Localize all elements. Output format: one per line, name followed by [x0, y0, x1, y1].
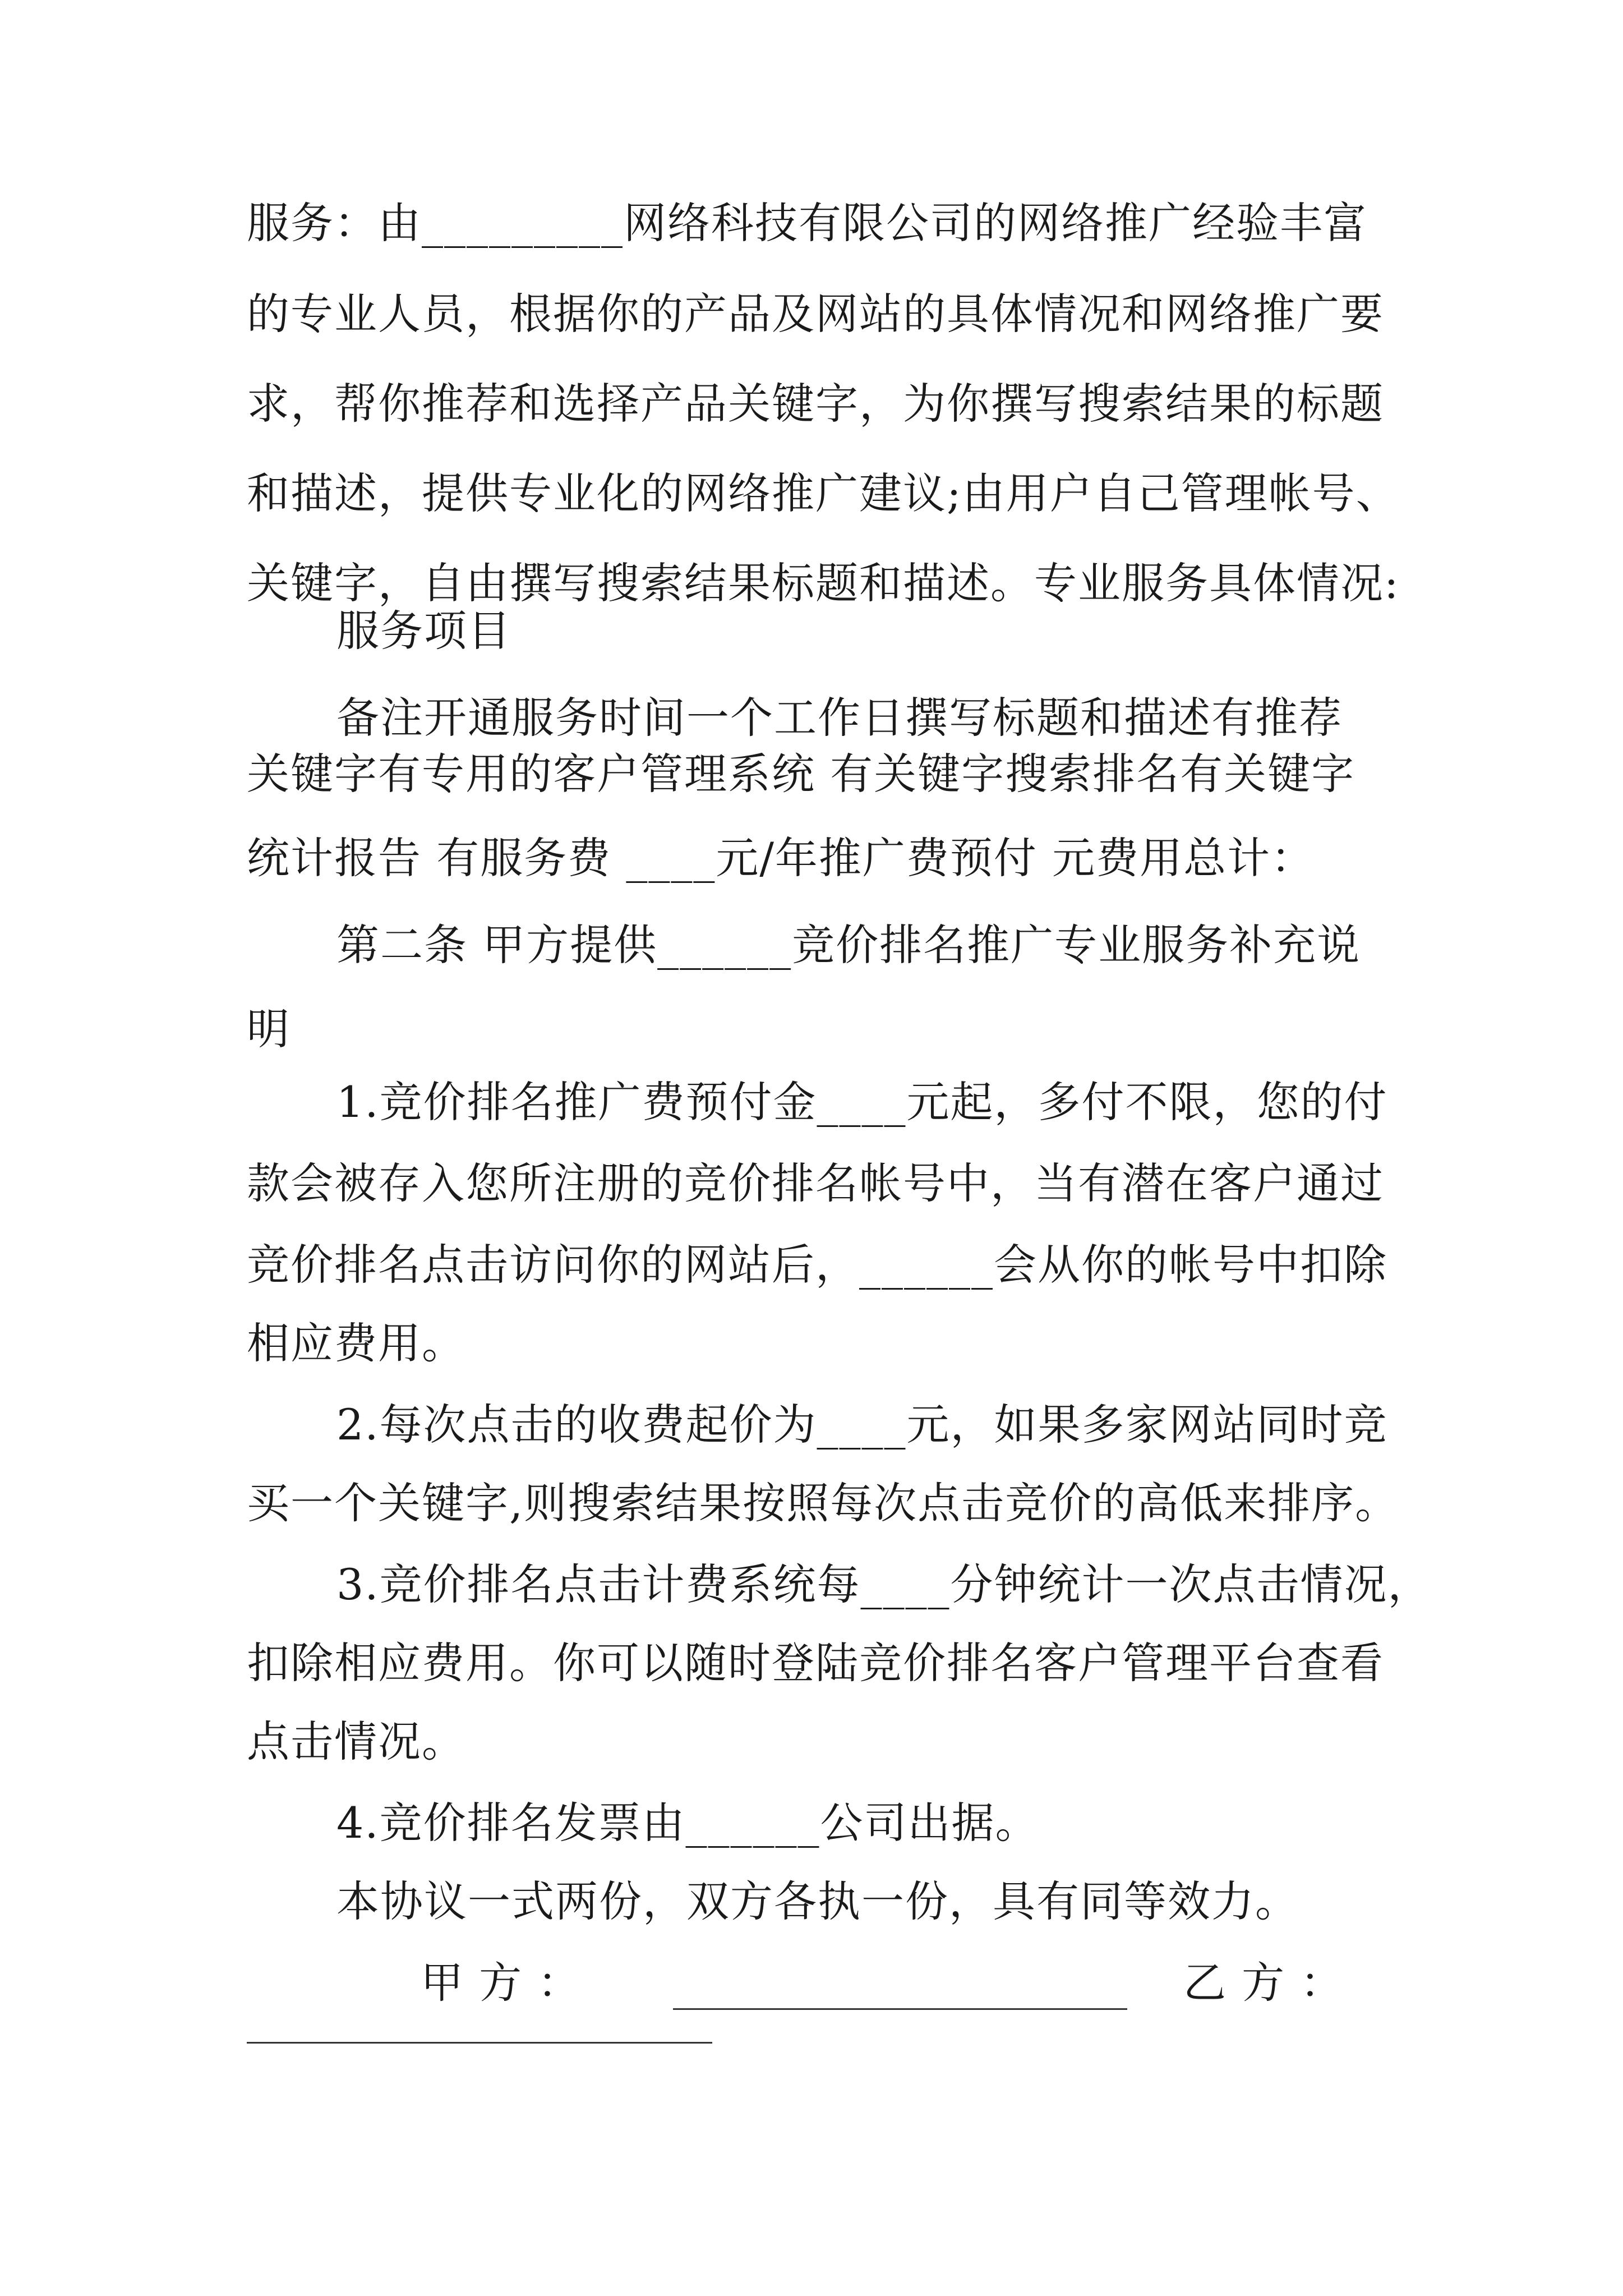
paragraph-line: 求，帮你推荐和选择产品关键字，为你撰写搜索结果的标题 — [247, 379, 1384, 429]
numbered-item: 1.竞价排名推广费预付金____元起，多付不限，您的付 — [336, 1077, 1388, 1127]
party-a-signature-line — [673, 2008, 1127, 2010]
paragraph-line: 明 — [247, 1004, 291, 1054]
paragraph-line: 服务：由_________网络科技有限公司的网络推广经验丰富 — [247, 198, 1367, 248]
numbered-item: 3.竞价排名点击计费系统每____分钟统计一次点击情况， — [336, 1559, 1432, 1609]
closing-statement: 本协议一式两份，双方各执一份，具有同等效力。 — [336, 1876, 1299, 1926]
paragraph-line: 相应费用。 — [247, 1318, 465, 1368]
paragraph-line: 点击情况。 — [247, 1717, 465, 1766]
paragraph-line: 统计报告 有服务费 ____元/年推广费预付 元费用总计： — [247, 833, 1315, 883]
numbered-item: 2.每次点击的收费起价为____元，如果多家网站同时竞 — [336, 1400, 1388, 1450]
paragraph-line: 竞价排名点击访问你的网站后，______会从你的帐号中扣除 — [247, 1240, 1387, 1290]
paragraph-line: 关键字，自由撰写搜索结果标题和描述。专业服务具体情况: — [247, 558, 1400, 608]
paragraph-line: 买一个关键字,则搜索结果按照每次点击竞价的高低来排序。 — [247, 1478, 1399, 1528]
paragraph-line: 和描述，提供专业化的网络推广建议;由用户自己管理帐号、 — [247, 468, 1400, 518]
party-b-signature-line — [247, 2042, 712, 2044]
paragraph-line: 款会被存入您所注册的竞价排名帐号中，当有潜在客户通过 — [247, 1158, 1384, 1208]
paragraph-line: 备注开通服务时间一个工作日撰写标题和描述有推荐 — [336, 693, 1343, 743]
party-b-label: 乙 方 ： — [1183, 1958, 1344, 2008]
article-heading: 第二条 甲方提供______竞价排名推广专业服务补充说 — [336, 920, 1361, 970]
section-heading: 服务项目 — [336, 606, 511, 656]
paragraph-line: 的专业人员，根据你的产品及网站的具体情况和网络推广要 — [247, 289, 1384, 339]
numbered-item: 4.竞价排名发票由______公司出据。 — [336, 1798, 1039, 1848]
paragraph-line: 扣除相应费用。你可以随时登陆竞价排名客户管理平台查看 — [247, 1638, 1384, 1688]
party-a-label: 甲 方 ： — [421, 1958, 582, 2008]
paragraph-line: 关键字有专用的客户管理系统 有关键字搜索排名有关键字 — [247, 749, 1355, 799]
